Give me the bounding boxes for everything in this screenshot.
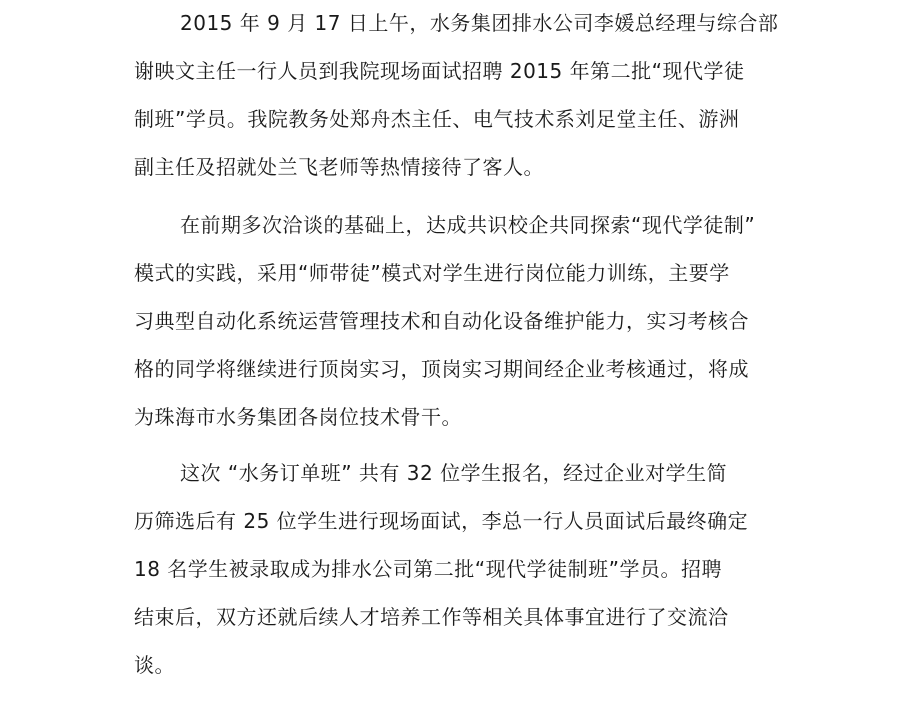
text-line: 习典型自动化系统运营管理技术和自动化设备维护能力，实习考核合 — [134, 309, 749, 333]
text-line: 在前期多次洽谈的基础上，达成共识校企共同探索“现代学徒制” — [180, 213, 756, 237]
text-line: 模式的实践，采用“师带徒”模式对学生进行岗位能力训练，主要学 — [134, 261, 730, 285]
text-line: 谢映文主任一行人员到我院现场面试招聘 2015 年第二批“现代学徒 — [134, 59, 745, 83]
text-line: 制班”学员。我院教务处郑舟杰主任、电气技术系刘足堂主任、游洲 — [134, 107, 740, 131]
paragraph-spacer — [134, 191, 798, 201]
document-body — [134, 0, 798, 689]
text-line: 谈。 — [134, 653, 175, 677]
paragraph-2 — [134, 201, 798, 441]
text-line: 为珠海市水务集团各岗位技术骨干。 — [134, 405, 462, 429]
text-line: 格的同学将继续进行顶岗实习，顶岗实习期间经企业考核通过，将成 — [134, 357, 749, 381]
text-line: 历筛选后有 25 位学生进行现场面试，李总一行人员面试后最终确定 — [134, 509, 749, 533]
paragraph-1 — [134, 0, 798, 191]
paragraph-spacer — [134, 441, 798, 449]
paragraph-3 — [134, 449, 798, 689]
text-line: 18 名学生被录取成为排水公司第二批“现代学徒制班”学员。招聘 — [134, 557, 723, 581]
text-line: 结束后，双方还就后续人才培养工作等相关具体事宜进行了交流洽 — [134, 605, 729, 629]
text-line: 2015 年 9 月 17 日上午，水务集团排水公司李媛总经理与综合部 — [180, 11, 779, 35]
text-line: 副主任及招就处兰飞老师等热情接待了客人。 — [134, 155, 544, 179]
text-line: 这次 “水务订单班” 共有 32 位学生报名，经过企业对学生简 — [180, 461, 728, 485]
